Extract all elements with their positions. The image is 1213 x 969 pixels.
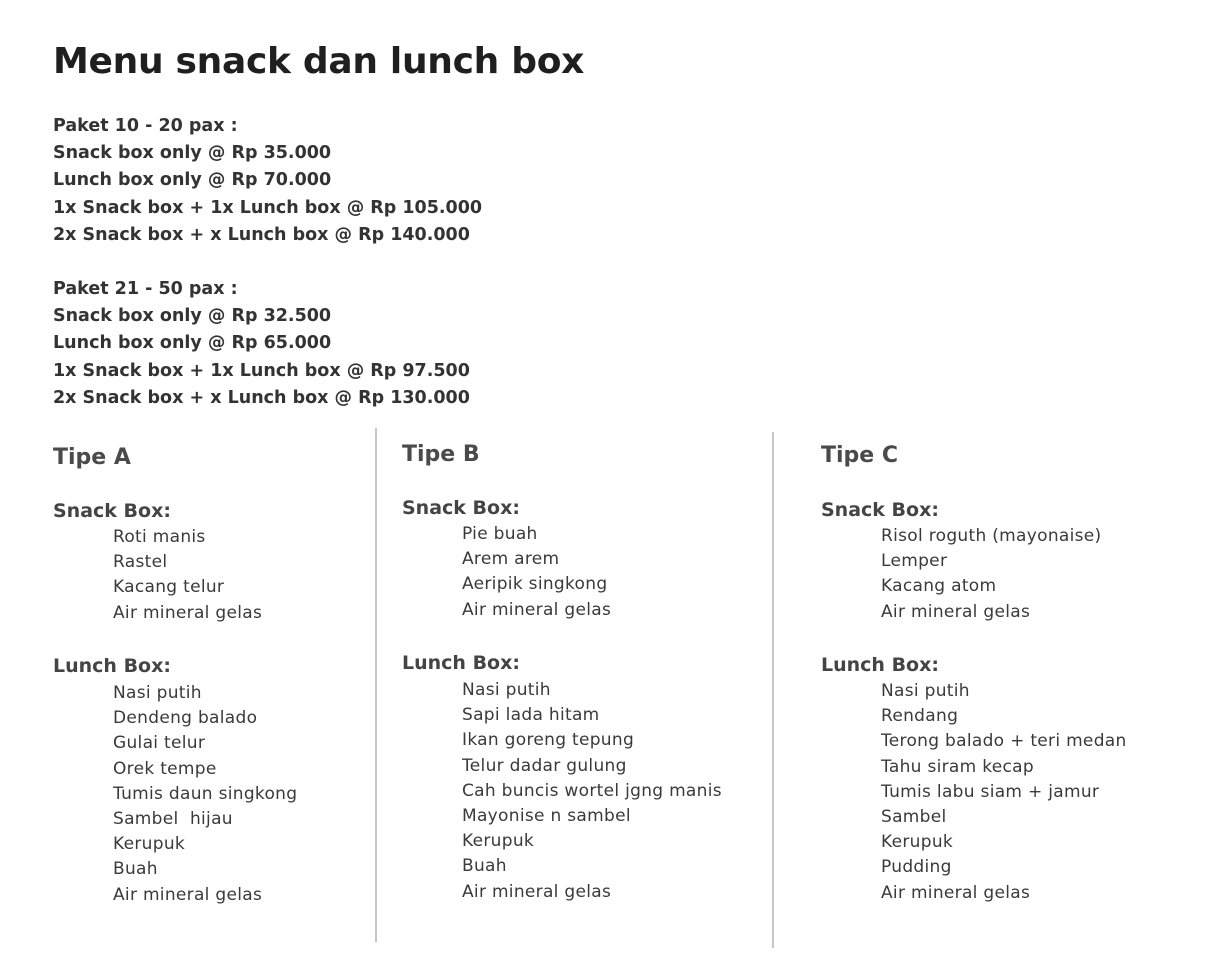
lunch-item: Buah bbox=[113, 859, 158, 880]
package-heading: Paket 10 - 20 pax : bbox=[53, 116, 238, 136]
lunch-item: Rendang bbox=[881, 706, 959, 727]
column-divider bbox=[375, 428, 377, 942]
lunch-item-list bbox=[881, 679, 1127, 906]
snack-item: Air mineral gelas bbox=[881, 601, 1031, 622]
lunch-item: Cah buncis wortel jgng manis bbox=[462, 780, 722, 801]
column-title: Tipe B bbox=[402, 442, 480, 467]
lunch-item: Sapi lada hitam bbox=[462, 705, 600, 726]
lunch-item: Gulai telur bbox=[113, 733, 206, 754]
snack-item: Air mineral gelas bbox=[113, 602, 263, 623]
lunch-item: Mayonise n sambel bbox=[462, 805, 631, 826]
lunch-item: Telur dadar gulung bbox=[462, 755, 627, 776]
snack-item: Roti manis bbox=[113, 527, 206, 547]
package-price-line: 2x Snack box + x Lunch box @ Rp 140.000 bbox=[53, 224, 470, 245]
lunch-item: Dendeng balado bbox=[113, 708, 258, 729]
snack-item: Lemper bbox=[881, 551, 948, 572]
snack-item: Risol roguth (mayonaise) bbox=[881, 526, 1102, 546]
package-price-line: 1x Snack box + 1x Lunch box @ Rp 97.500 bbox=[53, 360, 470, 381]
lunch-item: Air mineral gelas bbox=[462, 881, 612, 902]
snack-item-list bbox=[881, 524, 1101, 625]
lunch-item: Sambel hijau bbox=[113, 808, 233, 829]
lunch-item: Tumis labu siam + jamur bbox=[881, 781, 1100, 802]
lunch-item-list bbox=[462, 678, 722, 905]
lunch-item: Tahu siram kecap bbox=[881, 756, 1034, 777]
snack-box-heading: Snack Box: bbox=[821, 499, 939, 521]
package-10-20-pax bbox=[53, 113, 482, 249]
package-price-line: Snack box only @ Rp 35.000 bbox=[53, 143, 332, 164]
package-heading: Paket 21 - 50 pax : bbox=[53, 279, 238, 299]
page-title: Menu snack dan lunch box bbox=[53, 41, 585, 82]
column-divider bbox=[772, 432, 774, 948]
snack-box-heading: Snack Box: bbox=[402, 497, 520, 519]
snack-item: Rastel bbox=[113, 552, 168, 573]
lunch-item: Pudding bbox=[881, 857, 952, 878]
column-title: Tipe A bbox=[53, 445, 131, 470]
lunch-item: Ikan goreng tepung bbox=[462, 730, 635, 751]
snack-item: Air mineral gelas bbox=[462, 599, 612, 620]
lunch-item: Nasi putih bbox=[113, 683, 202, 703]
package-price-line: 1x Snack box + 1x Lunch box @ Rp 105.000 bbox=[53, 197, 483, 218]
lunch-item: Buah bbox=[462, 856, 507, 877]
lunch-box-heading: Lunch Box: bbox=[53, 655, 171, 677]
lunch-item: Terong balado + teri medan bbox=[881, 731, 1127, 752]
lunch-item: Air mineral gelas bbox=[881, 882, 1031, 903]
snack-item: Kacang atom bbox=[881, 576, 997, 597]
snack-item: Kacang telur bbox=[113, 577, 225, 598]
lunch-item: Nasi putih bbox=[881, 681, 970, 701]
lunch-item: Nasi putih bbox=[462, 680, 551, 700]
snack-box-heading: Snack Box: bbox=[53, 500, 171, 522]
package-21-50-pax bbox=[53, 276, 470, 412]
lunch-box-heading: Lunch Box: bbox=[402, 652, 520, 674]
snack-item-list bbox=[113, 525, 262, 626]
lunch-item: Kerupuk bbox=[113, 834, 186, 855]
lunch-item: Air mineral gelas bbox=[113, 884, 263, 905]
column-title: Tipe C bbox=[821, 443, 899, 468]
package-price-line: 2x Snack box + x Lunch box @ Rp 130.000 bbox=[53, 387, 470, 408]
package-price-line: Snack box only @ Rp 32.500 bbox=[53, 306, 332, 327]
lunch-item-list bbox=[113, 681, 297, 908]
snack-item: Aeripik singkong bbox=[462, 574, 608, 595]
lunch-box-heading: Lunch Box: bbox=[821, 654, 939, 676]
lunch-item: Kerupuk bbox=[462, 831, 535, 852]
package-price-line: Lunch box only @ Rp 70.000 bbox=[53, 170, 332, 191]
snack-item-list bbox=[462, 522, 611, 623]
lunch-item: Sambel bbox=[881, 806, 947, 827]
lunch-item: Orek tempe bbox=[113, 758, 217, 779]
lunch-item: Kerupuk bbox=[881, 832, 954, 853]
lunch-item: Tumis daun singkong bbox=[113, 783, 298, 804]
snack-item: Pie buah bbox=[462, 524, 538, 544]
package-price-line: Lunch box only @ Rp 65.000 bbox=[53, 333, 332, 354]
snack-item: Arem arem bbox=[462, 549, 560, 570]
